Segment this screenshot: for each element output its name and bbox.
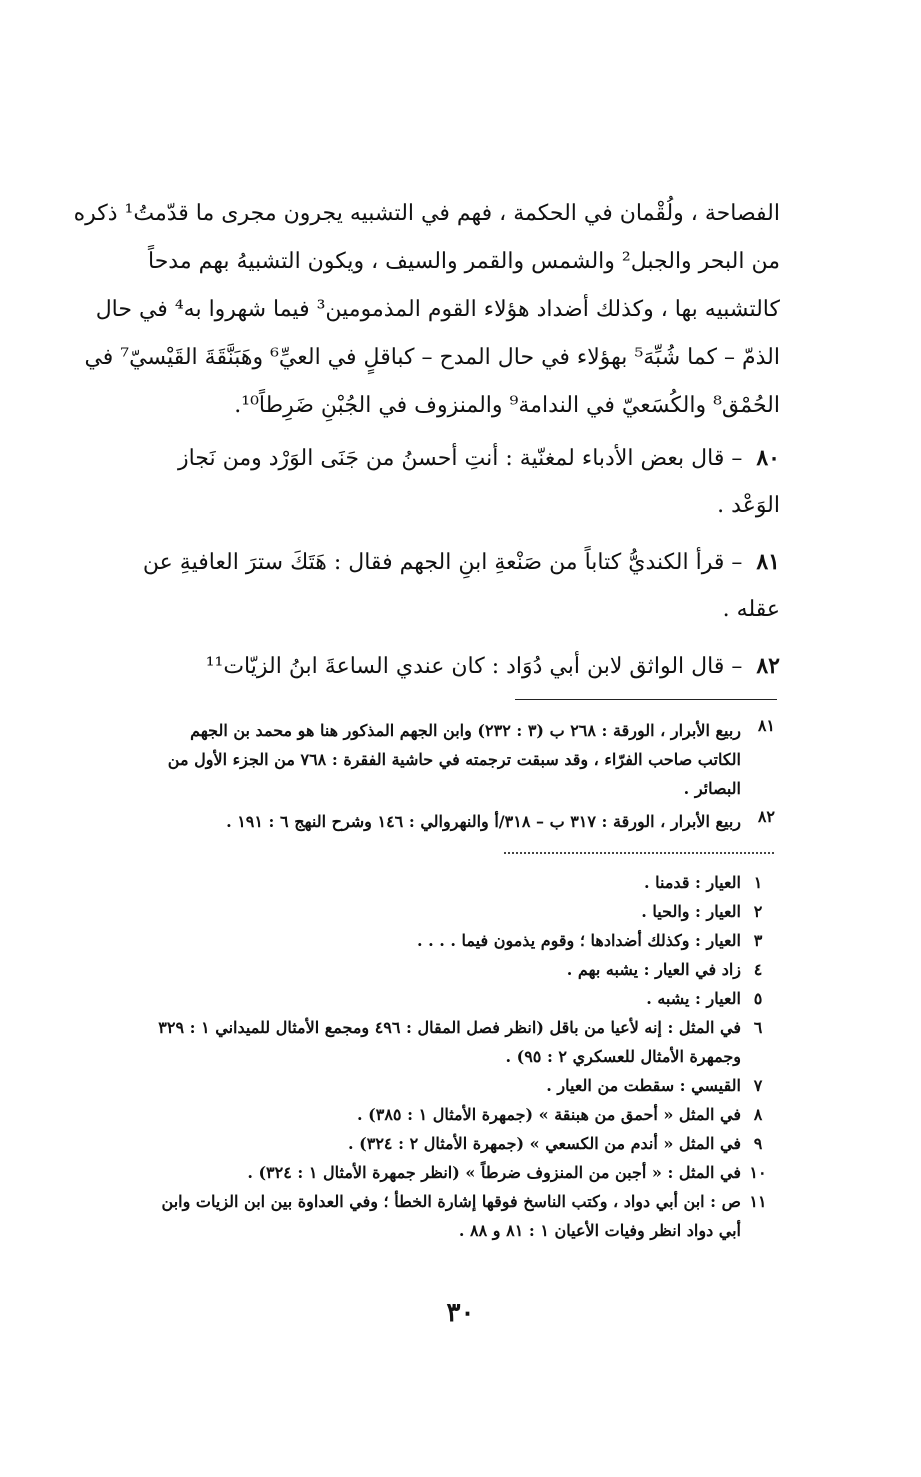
footnote-line: القيسي : سقطت من العيار . (546, 1076, 741, 1095)
footnote (110, 1013, 775, 1071)
page-number: ٣٠ (446, 1298, 475, 1328)
footnote-number: ٤ (753, 960, 763, 979)
footnote-line: في المثل « أحمق من هبنقة » (جمهرة الأمثال ١ : ٣٨٥) . (357, 1105, 741, 1124)
footnote-line: زاد في العيار : يشبه بهم . (566, 960, 741, 979)
entry-80 (108, 434, 780, 530)
footnote (110, 1100, 775, 1129)
footnote-number: ٧ (753, 1076, 763, 1095)
footnote-line: في المثل « أندم من الكسعي » (جمهرة الأمثال ٢ : ٣٢٤) . (348, 1134, 741, 1153)
entry-number: ٨١ (756, 549, 780, 575)
source-notes (110, 716, 775, 836)
text-line: الذمّ – كما شُبِّهَ⁵ بهؤلاء في حال المدح – كباقلٍ في العيِّ⁶ وهَبَنَّقَةَ القَيْسيّ⁷ في (84, 345, 780, 370)
footnote-number: ١ (753, 873, 763, 892)
footnote-line: في المثل : إنه لأعيا من باقل (انظر فصل المقال : ٤٩٦ ومجمع الأمثال للميداني ١ : ٣٢٩ (158, 1018, 741, 1037)
footnote (110, 955, 775, 984)
entry-82 (108, 642, 780, 690)
footnote-number: ١١ (749, 1192, 767, 1211)
footnote-line: في المثل : « أجبن من المنزوف ضرطاً » (انظر جمهرة الأمثال ١ : ٣٢٤) . (247, 1163, 741, 1182)
text-line: كالتشبيه بها ، وكذلك أضداد هؤلاء القوم المذمومين³ فيما شهروا به⁴ في حال (95, 297, 780, 322)
entry-number: ٨٢ (756, 653, 780, 679)
footnote (110, 897, 775, 926)
footnote (110, 1158, 775, 1187)
source-divider (515, 699, 777, 700)
footnote (110, 1187, 775, 1245)
footnote-line: العيار : والحيا . (641, 902, 741, 921)
footnote-line: ص : ابن أبي دواد ، وكتب الناسخ فوقها إشارة الخطأ ؛ وفي العداوة بين ابن الزيات وابن (161, 1192, 741, 1211)
text-line: الوَعْد . (717, 493, 780, 518)
footnote-number: ٦ (753, 1018, 763, 1037)
footnote (110, 1071, 775, 1100)
note-line: ربيع الأبرار ، الورقة : ٢٦٨ ب (٣ : ٢٣٢) وابن الجهم المذكور هنا هو محمد بن الجهم (190, 721, 741, 740)
footnote-line: وجمهرة الأمثال للعسكري ٢ : ٩٥) . (505, 1047, 741, 1066)
footnote-line: العيار : قدمنا . (644, 873, 741, 892)
footnote-divider (504, 852, 774, 854)
footnote (110, 984, 775, 1013)
footnote-number: ٢ (753, 902, 763, 921)
entry-text: – قرأ الكنديُّ كتاباً من صَنْعةِ ابنِ الجهم فقال : هَتَكَ سترَ العافيةِ عن (142, 550, 743, 575)
footnote-number: ٩ (753, 1134, 763, 1153)
footnotes (110, 868, 775, 1245)
entry-81 (108, 538, 780, 634)
footnote-line: أبي دواد انظر وفيات الأعيان ١ : ٨١ و ٨٨ . (458, 1221, 741, 1240)
entry-number: ٨٠ (756, 445, 780, 471)
entry-text: – قال بعض الأدباء لمغنّية : أنتِ أحسنُ من جَنَى الوَرْد ومن نَجاز (177, 446, 743, 471)
note-line: البصائر . (683, 779, 741, 798)
footnote-number: ٨ (753, 1105, 763, 1124)
source-note (110, 807, 775, 836)
text-line: الحُمْق⁸ والكُسَعيّ في الندامة⁹ والمنزوف في الجُبْنِ ضَرِطاً¹⁰. (234, 393, 780, 418)
footnote (110, 1129, 775, 1158)
paragraph-continuation (73, 190, 780, 430)
text-line: الفصاحة ، ولُقْمان في الحكمة ، فهم في التشبيه يجرون مجرى ما قدّمتُ¹ ذكره (73, 201, 780, 226)
source-note (110, 716, 775, 803)
entry-text: – قال الواثق لابن أبي دُوَاد : كان عندي الساعةَ ابنُ الزيّات¹¹ (205, 654, 743, 679)
source-note-number: ٨٢ (757, 807, 775, 826)
footnote-line: العيار : يشبه . (646, 989, 741, 1008)
footnote (110, 926, 775, 955)
source-note-number: ٨١ (757, 716, 775, 735)
footnote (110, 868, 775, 897)
footnote-number: ٥ (753, 989, 763, 1008)
footnote-line: العيار : وكذلك أضدادها ؛ وقوم يذمون فيما . . . . (416, 931, 741, 950)
note-line: ربيع الأبرار ، الورقة : ٣١٧ ب – ٣١٨/أ والنهروالي : ١٤٦ وشرح النهج ٦ : ١٩١ . (226, 812, 741, 831)
footnote-number: ٣ (753, 931, 763, 950)
note-line: الكاتب صاحب الفرّاء ، وقد سبقت ترجمته في حاشية الفقرة : ٧٦٨ من الجزء الأول من (167, 750, 741, 769)
text-line: عقله . (722, 597, 780, 622)
footnote-number: ١٠ (749, 1163, 767, 1182)
text-line: من البحر والجبل² والشمس والقمر والسيف ، ويكون التشبيهُ بهم مدحاً (148, 249, 780, 274)
